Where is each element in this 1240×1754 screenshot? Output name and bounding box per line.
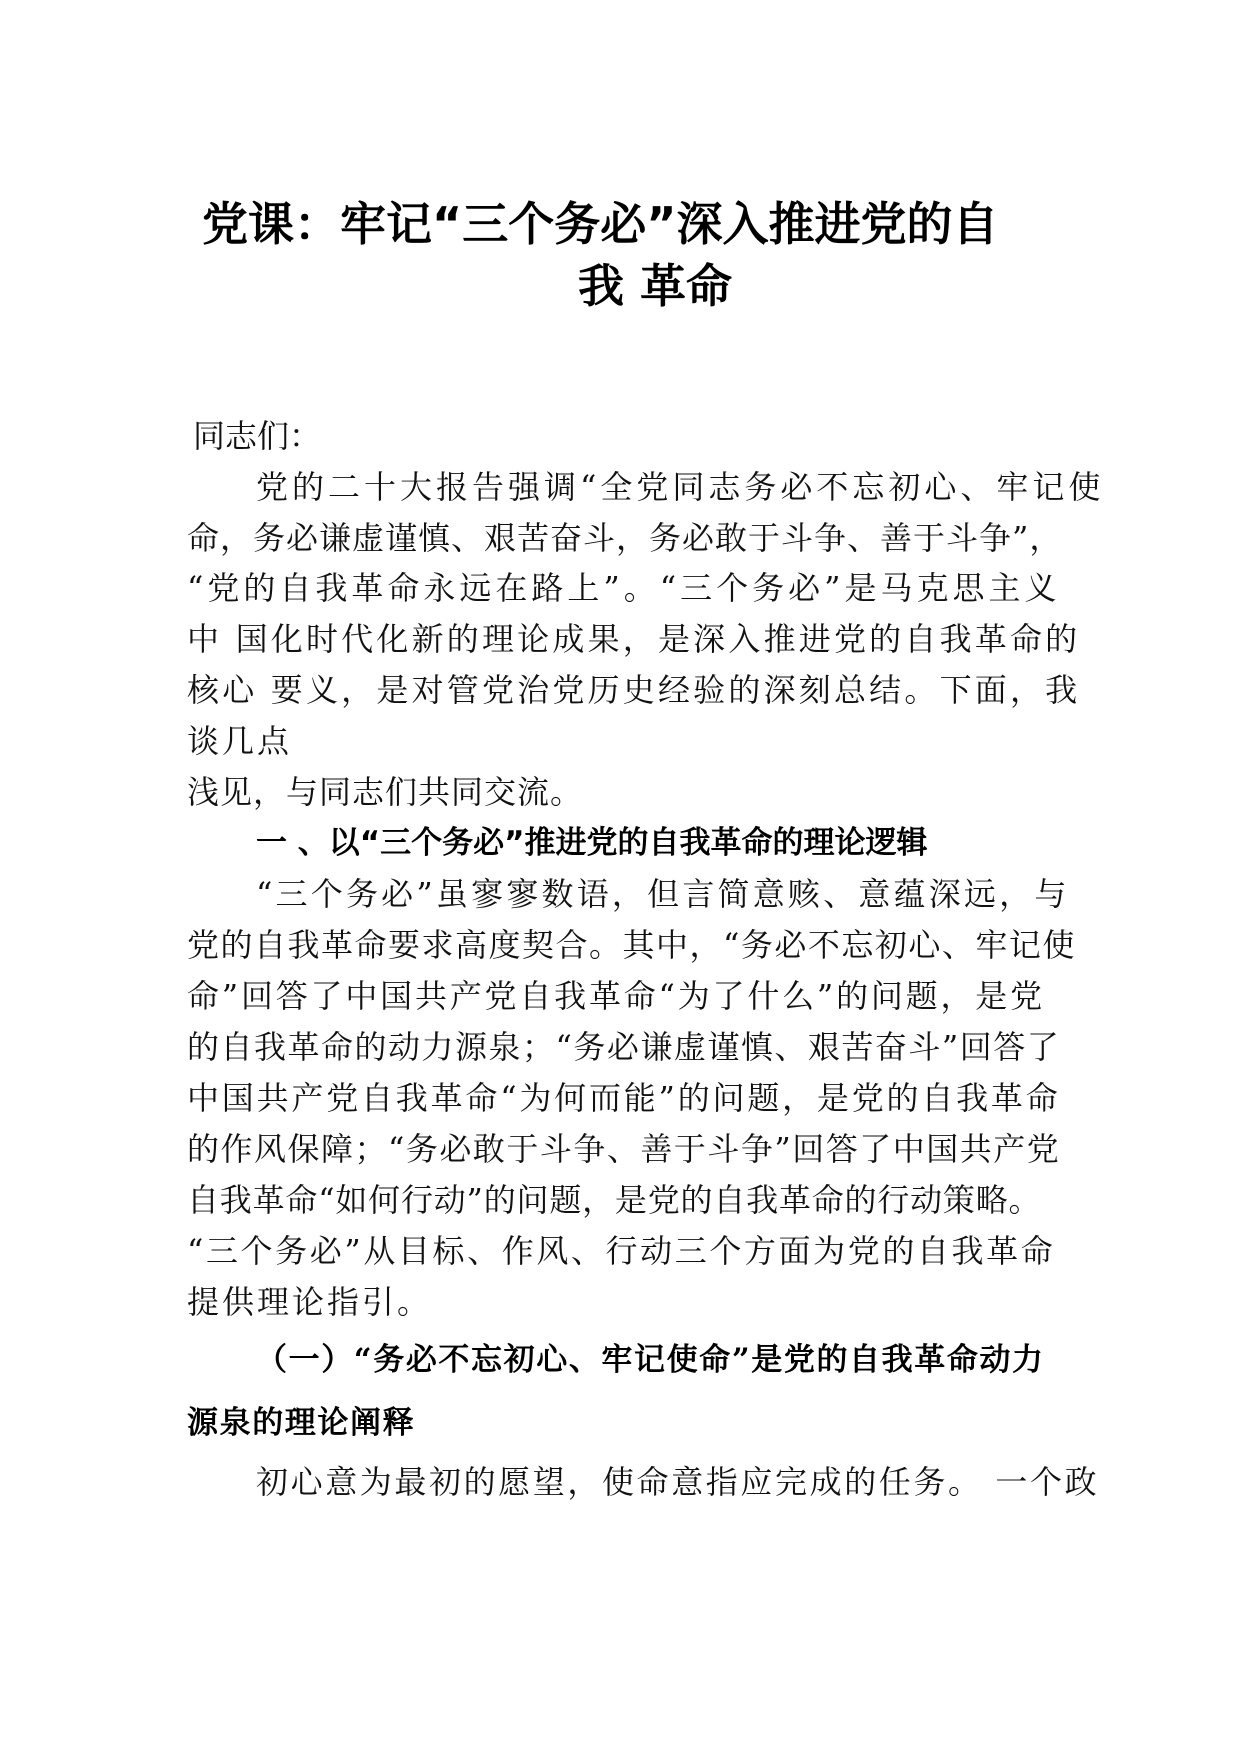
intro-line: 谈几点: [187, 722, 293, 760]
intro-line: 命，务必谦虚谨慎、艰苦奋斗，务必敢于斗争、善于斗争”，: [187, 519, 1063, 557]
section-body-line: 中国共产党自我革命“为何而能”的问题，是党的自我革命: [187, 1079, 1061, 1117]
document-title-line-2: 我 革命: [578, 259, 733, 313]
salutation: 同志们：: [193, 417, 322, 455]
document-title-line-1: 党课：牢记“三个务必”深入推进党的自: [202, 197, 999, 251]
intro-line: 党的二十大报告强调“全党同志务必不忘初心、牢记使: [256, 468, 1105, 506]
section-body-line: “三个务必”从目标、作风、行动三个方面为党的自我革命: [187, 1232, 1056, 1270]
subsection-heading-line-1: （一）“务必不忘初心、牢记使命”是党的自我革命动力: [256, 1342, 1045, 1378]
subsection-heading-line-2: 源泉的理论阐释: [187, 1405, 416, 1441]
intro-line: 浅见，与同志们共同交流。: [187, 773, 584, 811]
intro-line: “党的自我革命永远在路上”。“三个务必”是马克思主义: [187, 569, 1061, 607]
subsection-body-line: 初心意为最初的愿望，使命意指应完成的任务。 一个政: [256, 1463, 1100, 1501]
section-body-line: 命”回答了中国共产党自我革命“为了什么”的问题，是党: [187, 977, 1045, 1015]
section-heading: 一 、以“三个务必”推进党的自我革命的理论逻辑: [256, 825, 928, 861]
section-body-line: 的作风保障；“务必敢于斗争、善于斗争”回答了中国共产党: [187, 1130, 1061, 1168]
intro-line: 核心 要义，是对管党治党历史经验的深刻总结。下面，我: [187, 671, 1081, 709]
section-body-line: 自我革命“如何行动”的问题，是党的自我革命的行动策略。: [187, 1181, 1042, 1219]
intro-line: 中 国化时代化新的理论成果，是深入推进党的自我革命的: [187, 620, 1081, 658]
section-body-line: 的自我革命的动力源泉；“务必谦虚谨慎、艰苦奋斗”回答了: [187, 1028, 1061, 1066]
section-body-line: “三个务必”虽寥寥数语，但言简意赅、意蕴深远，与: [256, 875, 1070, 913]
section-body-line: 党的自我革命要求高度契合。其中，“务必不忘初心、牢记使: [187, 926, 1076, 964]
section-body-line: 提供理论指引。: [187, 1283, 433, 1321]
